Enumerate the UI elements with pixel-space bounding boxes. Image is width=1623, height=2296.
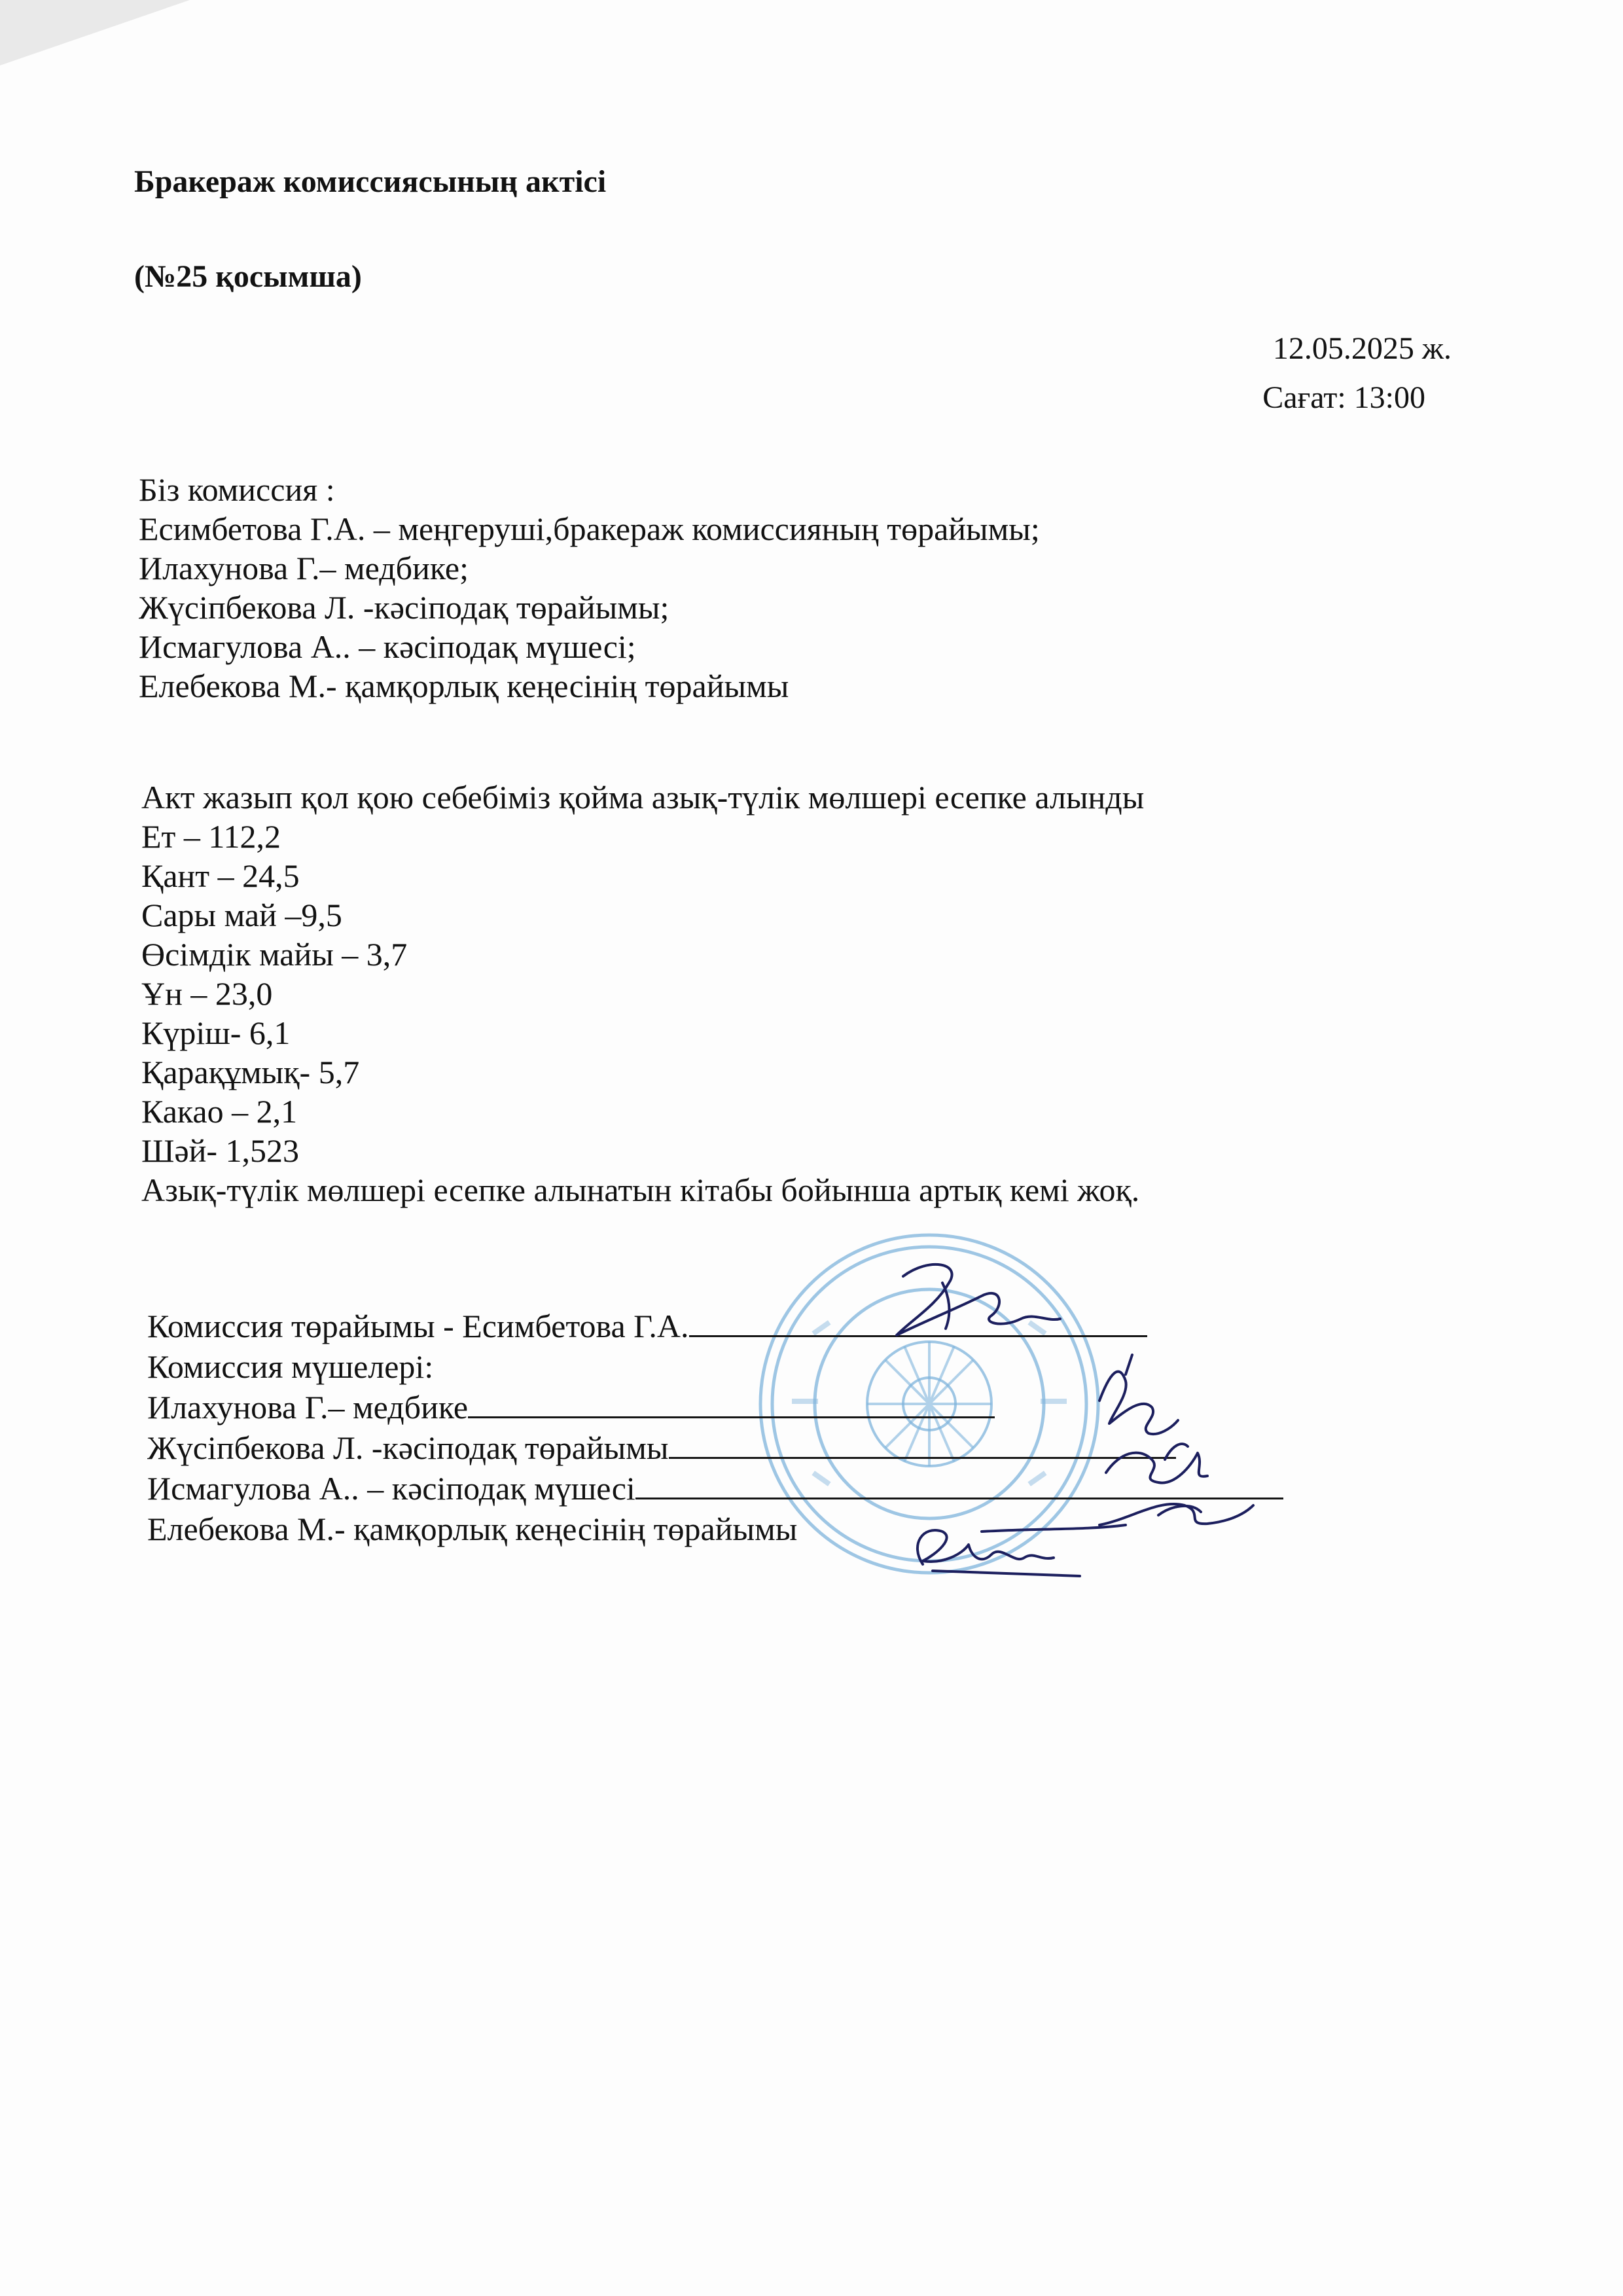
member-line: Есимбетова Г.А. – меңгеруші,бракераж комиссияның төрайымы;	[139, 511, 1040, 547]
handwritten-signatures	[851, 1257, 1257, 1597]
item-line: Шәй- 1,523	[141, 1132, 300, 1169]
member-line: Илахунова Г.– медбике;	[139, 550, 469, 586]
member-name: Илахунова Г.– медбике	[147, 1389, 469, 1426]
item-line: Қант – 24,5	[141, 857, 300, 894]
item-line: Өсімдік майы – 3,7	[141, 936, 408, 973]
item-line: Қарақұмық- 5,7	[141, 1054, 360, 1090]
purpose-line: Акт жазып қол қою себебіміз қойма азық-түлік мөлшері есепке алынды	[141, 779, 1145, 816]
member-line: Жүсіпбекова Л. -кәсіподақ төрайымы;	[139, 589, 669, 626]
item-line: Сары май –9,5	[141, 897, 342, 933]
chair-label: Комиссия төрайымы - Есимбетова Г.А.	[147, 1308, 689, 1344]
intro-line: Біз комиссия :	[139, 471, 335, 508]
member-name: Жүсіпбекова Л. -кәсіподақ төрайымы	[147, 1429, 669, 1466]
item-line: Күріш- 6,1	[141, 1014, 291, 1051]
member-line: Елебекова М.- қамқорлық кеңесінің төрайымы	[139, 668, 789, 704]
item-line: Ұн – 23,0	[141, 975, 273, 1012]
member-name: Исмагулова А.. – кәсіподақ мүшесі	[147, 1470, 635, 1507]
members-label: Комиссия мүшелері:	[147, 1348, 434, 1385]
inventory-block	[141, 778, 1144, 1210]
document-time: Сағат: 13:00	[1262, 380, 1425, 415]
conclusion-line: Азық-түлік мөлшері есепке алынатын кітабы бойынша артық кемі жоқ.	[141, 1172, 1140, 1208]
document-title: Бракераж комиссиясының актісі	[134, 164, 607, 199]
commission-block	[139, 470, 1040, 706]
document-subtitle: (№25 қосымша)	[134, 259, 362, 294]
item-line: Ет – 112,2	[141, 818, 281, 855]
item-line: Какао – 2,1	[141, 1093, 298, 1130]
torn-corner	[0, 0, 190, 65]
member-line: Исмагулова А.. – кәсіподақ мүшесі;	[139, 628, 636, 665]
member-name: Елебекова М.- қамқорлық кеңесінің төрайымы	[147, 1511, 798, 1547]
document-date: 12.05.2025 ж.	[1272, 331, 1452, 366]
